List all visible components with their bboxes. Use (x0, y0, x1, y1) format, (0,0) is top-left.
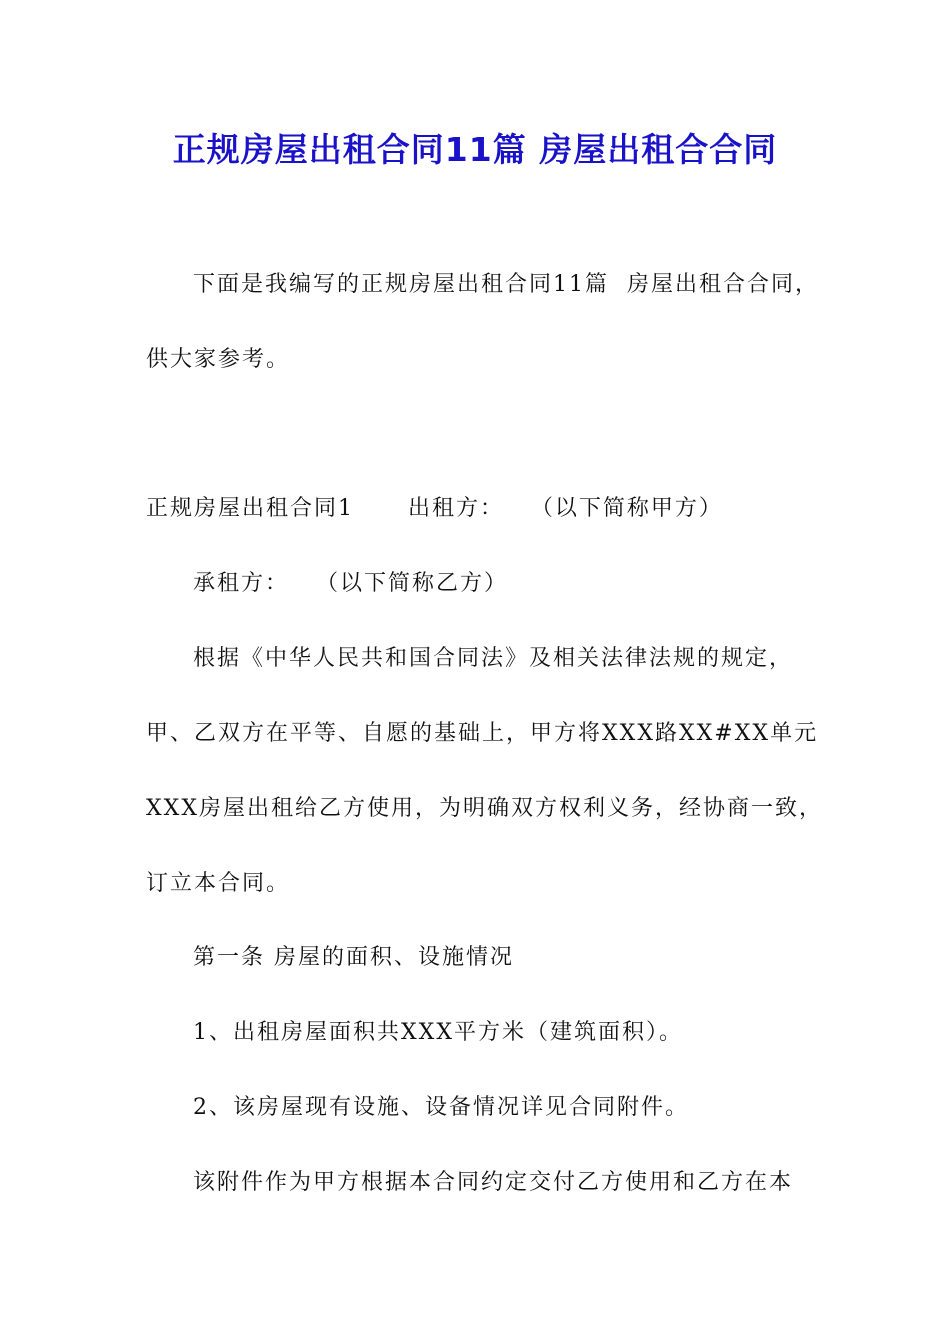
paragraph-basis-line-1: 根据《中华人民共和国合同法》及相关法律法规的规定， (193, 646, 794, 671)
article-one-attachment-line: 该附件作为甲方根据本合同约定交付乙方使用和乙方在本 (193, 1170, 794, 1195)
article-one-item-1: 1、出租房屋面积共XXX平方米（建筑面积）。 (193, 1020, 683, 1045)
article-one-heading: 第一条 房屋的面积、设施情况 (193, 945, 514, 970)
contract-heading-line: 正规房屋出租合同1 出租方： （以下简称甲方） (146, 496, 723, 521)
paragraph-basis-line-2: 甲、乙双方在平等、自愿的基础上，甲方将XXX路XX#XX单元 (146, 721, 819, 746)
paragraph-basis-line-4: 订立本合同。 (146, 871, 291, 896)
article-one-item-2: 2、该房屋现有设施、设备情况详见合同附件。 (193, 1095, 689, 1120)
lessee-line: 承租方： （以下简称乙方） (193, 571, 508, 596)
paragraph-basis-line-3: XXX房屋出租给乙方使用，为明确双方权利义务，经协商一致， (146, 796, 823, 821)
paragraph-intro-line-1: 下面是我编写的正规房屋出租合同11篇 房屋出租合合同， (193, 272, 819, 297)
document-title: 正规房屋出租合同11篇 房屋出租合合同 (172, 130, 778, 169)
paragraph-intro-line-2: 供大家参考。 (146, 347, 291, 372)
